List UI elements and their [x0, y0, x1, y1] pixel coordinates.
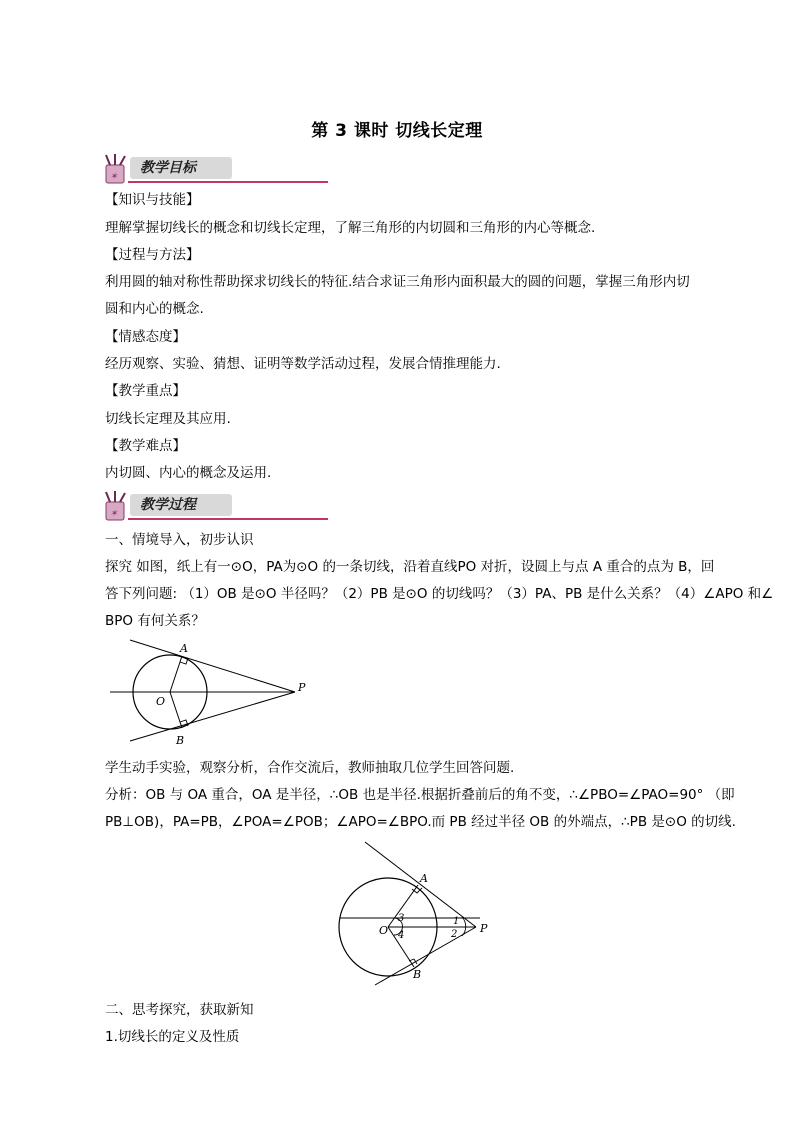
subheading-knowledge: 【知识与技能】 — [105, 192, 200, 208]
subheading-attitude: 【情感态度】 — [105, 329, 186, 345]
svg-text:✶: ✶ — [110, 172, 118, 182]
label-angle-2: 2 — [451, 929, 458, 940]
analysis-line2: PB⊥OB)，PA=PB，∠POA=∠POB；∠APO=∠BPO.而 PB 经过半径 OB 的外端点，∴PB 是⊙O 的切线. — [105, 814, 736, 830]
heading-intro: 一、情境导入，初步认识 — [105, 532, 254, 548]
label-angle-3: 3 — [398, 913, 405, 924]
label-b: B — [413, 968, 422, 981]
label-angle-1: 1 — [453, 916, 460, 927]
label-o: O — [379, 924, 389, 937]
tangent-pb — [375, 927, 476, 985]
text-difficulty: 内切圆、内心的概念及运用. — [105, 465, 272, 481]
subheading-process: 【过程与方法】 — [105, 247, 200, 263]
svg-text:✶: ✶ — [110, 509, 118, 519]
label-p: P — [298, 681, 306, 694]
banner-underline — [128, 518, 328, 520]
text-keypoint: 切线长定理及其应用. — [105, 411, 231, 427]
section-banner-label: 教学过程 — [130, 494, 232, 516]
heading-definition: 1.切线长的定义及性质 — [105, 1029, 240, 1045]
explore-line2: 答下列问题: （1）OB 是⊙O 半径吗？（2）PB 是⊙O 的切线吗？（3）PA、PB 是什么关系？（4）∠APO 和∠ — [105, 586, 774, 602]
explore-line1: 探究 如图，纸上有一⊙O，PA为⊙O 的一条切线，沿着直线PO 对折，设圆上与点 A 重合的点为 B，回 — [105, 559, 715, 575]
text-attitude: 经历观察、实验、猜想、证明等数学活动过程，发展合情推理能力. — [105, 356, 501, 372]
section-banner-label: 教学目标 — [130, 157, 232, 179]
tangent-pa — [130, 640, 295, 692]
explore-line3: BPO 有何关系？ — [105, 613, 205, 629]
analysis-line1: 分析：OB 与 OA 重合，OA 是半径，∴OB 也是半径.根据折叠前后的角不变，∴∠PBO=∠PAO=90° （即 — [105, 787, 735, 803]
banner-underline — [128, 181, 328, 183]
section-banner-objectives — [100, 153, 230, 187]
radius-ob — [170, 692, 182, 728]
text-knowledge: 理解掌握切线长的概念和切线长定理，了解三角形的内切圆和三角形的内心等概念. — [105, 220, 596, 236]
label-b: B — [176, 734, 185, 747]
figure-tangent-2 — [330, 840, 500, 990]
figure-tangent-1 — [100, 635, 320, 750]
text-process-line2: 圆和内心的概念. — [105, 301, 204, 317]
radius-oa — [170, 656, 182, 692]
text-process-line1: 利用圆的轴对称性帮助探求切线长的特征.结合求证三角形内面积最大的圆的问题，掌握三角形内切 — [105, 274, 690, 290]
tangent-pb — [130, 692, 295, 741]
label-a: A — [180, 642, 188, 655]
label-o: O — [156, 695, 166, 708]
label-a: A — [420, 872, 428, 885]
subheading-keypoint: 【教学重点】 — [105, 383, 186, 399]
label-angle-4: 4 — [398, 930, 405, 941]
label-p: P — [480, 922, 488, 935]
student-activity: 学生动手实验，观察分析，合作交流后，教师抽取几位学生回答问题. — [105, 760, 515, 776]
heading-explore: 二、思考探究，获取新知 — [105, 1002, 254, 1018]
section-banner-process — [100, 490, 230, 524]
subheading-difficulty: 【教学难点】 — [105, 438, 186, 454]
page-title: 第 3 课时 切线长定理 — [311, 121, 483, 141]
